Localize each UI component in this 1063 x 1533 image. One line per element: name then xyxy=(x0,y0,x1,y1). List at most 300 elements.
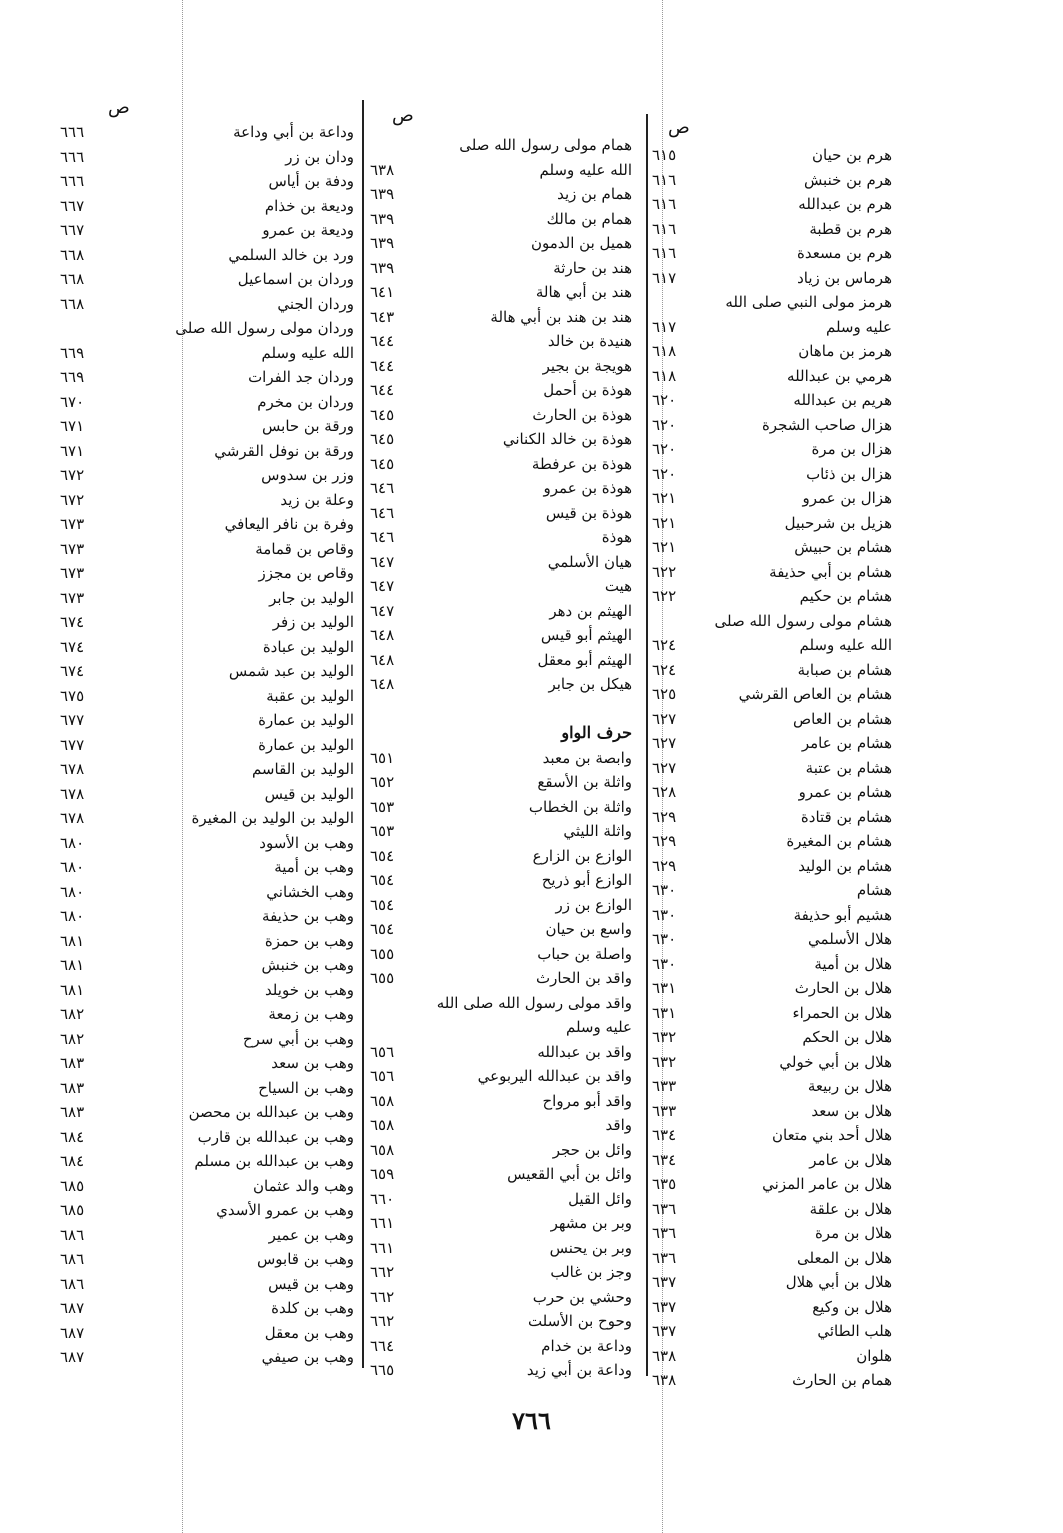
entry-page-number: ٦٥٤ xyxy=(370,920,395,938)
entry-page-number: ٦٢١ xyxy=(652,538,677,556)
entry-name: الوازع أبو ذريح xyxy=(541,871,632,889)
index-entry xyxy=(370,329,632,354)
entry-name: الوليد بن عمارة xyxy=(258,735,354,754)
index-entry xyxy=(60,1223,354,1248)
column-rule-right xyxy=(646,114,648,1376)
entry-page-number: ٦٧٣ xyxy=(60,588,85,607)
entry-name: وهب بن السياح xyxy=(258,1078,354,1097)
entry-page-number: ٦٧٠ xyxy=(60,392,85,411)
entry-page-number: ٦٢٢ xyxy=(652,562,677,581)
entry-name: واثلة بن الخطاب xyxy=(528,797,632,816)
index-entry xyxy=(60,929,354,954)
entry-name: هزال بن ذئاب xyxy=(806,464,892,483)
entry-name: هوذة بن خالد الكناني xyxy=(502,430,632,448)
index-column-left xyxy=(60,120,354,1370)
entry-name: وهب بن قيس xyxy=(268,1274,354,1293)
entry-page-number: ٦٥٨ xyxy=(370,1091,395,1110)
index-entry xyxy=(370,648,632,673)
index-entry xyxy=(370,1309,632,1334)
entry-name: الوليد بن القاسم xyxy=(251,760,354,778)
index-entry xyxy=(370,917,632,942)
entry-name: هشام بن الوليد xyxy=(798,856,892,875)
index-entry xyxy=(370,1162,632,1187)
entry-page-number: ٦٣١ xyxy=(652,1003,677,1022)
section-heading xyxy=(370,721,632,746)
entry-name: هشام بن عامر xyxy=(801,734,892,752)
index-entry xyxy=(60,194,354,219)
entry-name: الوليد بن زفر xyxy=(272,613,354,631)
entry-page-number: ٦٣٣ xyxy=(652,1101,677,1120)
entry-name: هويجة بن بجير xyxy=(542,356,632,375)
entry-page-number: ٦٦١ xyxy=(370,1238,395,1257)
entry-page-number: ٦٧١ xyxy=(60,441,85,460)
index-entry xyxy=(652,633,892,658)
index-entry xyxy=(370,256,632,281)
entry-page-number: ٦٢٧ xyxy=(652,758,677,777)
entry-page-number: ٦٧٧ xyxy=(60,735,85,754)
entry-name: ورقة بن نوفل القرشي xyxy=(214,441,354,460)
index-entry xyxy=(60,806,354,831)
index-entry xyxy=(370,1260,632,1285)
entry-page-number: ٦٣٧ xyxy=(652,1273,677,1291)
index-entry xyxy=(60,488,354,513)
entry-name: وحشي بن حرب xyxy=(532,1287,632,1306)
index-entry xyxy=(60,414,354,439)
entry-name: هرم بن قطبة xyxy=(809,219,892,238)
entry-name: هلال بن مرة xyxy=(814,1224,892,1242)
index-entry xyxy=(652,241,892,266)
index-entry xyxy=(60,1345,354,1370)
index-entry xyxy=(652,805,892,830)
entry-name: همام مولى رسول الله صلى xyxy=(459,136,632,154)
entry-page-number: ٦٢٩ xyxy=(652,832,677,850)
index-entry xyxy=(652,756,892,781)
entry-page-number: ٦٤٨ xyxy=(370,650,395,669)
entry-page-number: ٦٧٥ xyxy=(60,686,85,705)
entry-name: هلال بن المعلى xyxy=(796,1248,892,1267)
entry-name: هشيم أبو حذيفة xyxy=(793,905,892,924)
entry-page-number: ٦٨٤ xyxy=(60,1127,85,1146)
entry-name: الهيثم أبو معقل xyxy=(537,650,632,669)
entry-name: الله عليه وسلم xyxy=(799,636,892,654)
index-entry xyxy=(60,684,354,709)
entry-name: هوذة بن عرفطة xyxy=(531,454,632,473)
entry-name: هلال بن أبي خولي xyxy=(779,1052,892,1071)
entry-page-number: ٦٢٩ xyxy=(652,856,677,875)
entry-name: هرم بن عبدالله xyxy=(798,195,892,213)
entry-page-number: ٦٨٠ xyxy=(60,858,85,876)
entry-name: واقد بن عبدالله xyxy=(537,1042,632,1061)
entry-page-number: ٦٣٦ xyxy=(652,1224,677,1242)
entry-page-number: ٦٨٠ xyxy=(60,907,85,925)
entry-page-number: ٦٢٩ xyxy=(652,807,677,826)
entry-name: ودفة بن أياس xyxy=(268,172,354,190)
entry-page-number: ٦٤٦ xyxy=(370,479,395,497)
index-entry xyxy=(60,341,354,366)
entry-name: هوذة بن عمرو xyxy=(543,479,632,497)
entry-name: ورد بن خالد السلمي xyxy=(228,245,354,264)
entry-name: هرمي بن عبدالله xyxy=(787,366,892,385)
index-entry xyxy=(60,904,354,929)
entry-name: هند بن أبي هالة xyxy=(535,283,632,301)
entry-name: هشام بن العاص القرشي xyxy=(738,685,892,703)
index-entry xyxy=(370,991,632,1016)
entry-page-number: ٦٣٠ xyxy=(652,881,677,899)
entry-page-number: ٦٤٥ xyxy=(370,454,395,473)
index-entry xyxy=(370,1040,632,1065)
entry-name: هشام بن المغيرة xyxy=(786,832,892,850)
index-entry xyxy=(60,610,354,635)
entry-page-number: ٦٧٤ xyxy=(60,637,85,656)
index-entry xyxy=(652,609,892,634)
index-entry xyxy=(652,1344,892,1369)
entry-page-number: ٦٤٥ xyxy=(370,430,395,448)
entry-name: هلال بن عامر المزني xyxy=(762,1175,892,1193)
index-entry xyxy=(370,966,632,991)
index-entry xyxy=(370,1236,632,1261)
entry-name: الله عليه وسلم xyxy=(539,160,632,179)
entry-page-number: ٦١٧ xyxy=(652,317,677,336)
entry-name: وداعة بن أبي وداعة xyxy=(233,123,354,141)
entry-name: هرمز مولى النبي صلى الله xyxy=(725,293,892,311)
index-entry xyxy=(652,217,892,242)
entry-name: وردان جد الفرات xyxy=(248,368,354,386)
entry-page-number: ٦٣٩ xyxy=(370,258,395,277)
entry-name: وهب بن الأسود xyxy=(259,833,354,852)
index-entry xyxy=(370,378,632,403)
index-entry xyxy=(370,305,632,330)
index-entry xyxy=(60,463,354,488)
entry-name: الوليد بن الوليد بن المغيرة xyxy=(191,809,354,827)
column-rule-middle xyxy=(362,100,364,1368)
entry-name: وقاص بن مجزز xyxy=(258,564,354,582)
entry-page-number: ٦٣٣ xyxy=(652,1077,677,1095)
entry-page-number: ٦٧٢ xyxy=(60,466,85,484)
entry-page-number: ٦٧١ xyxy=(60,417,85,435)
entry-name: وابصة بن معبد xyxy=(542,748,632,767)
entry-name: همام بن مالك xyxy=(546,209,632,228)
entry-name: هشام بن صبابة xyxy=(797,660,892,679)
entry-page-number: ٦٦٨ xyxy=(60,294,85,313)
entry-page-number: ٦٨٠ xyxy=(60,882,85,901)
entry-page-number: ٦٤٦ xyxy=(370,528,395,546)
entry-name: همام بن زيد xyxy=(557,185,632,203)
index-entry xyxy=(370,819,632,844)
entry-name: وهب بن صيفي xyxy=(261,1348,354,1366)
entry-name: هلال بن علقة xyxy=(809,1199,892,1218)
entry-name: واسع بن حيان xyxy=(545,920,632,938)
entry-page-number: ٦٦٢ xyxy=(370,1287,395,1306)
index-entry xyxy=(370,599,632,624)
entry-name: هيت xyxy=(604,577,632,595)
entry-page-number: ٦٢٨ xyxy=(652,783,677,801)
index-entry xyxy=(652,315,892,340)
entry-name: الهيثم بن دهر xyxy=(549,601,632,620)
entry-page-number: ٦٣١ xyxy=(652,979,677,997)
entry-name: الوازع بن زر xyxy=(555,895,632,914)
entry-name: هزال بن مرة xyxy=(811,440,892,458)
index-entry xyxy=(370,1138,632,1163)
entry-name: هلال بن عامر xyxy=(809,1150,892,1169)
entry-page-number: ٦٦٢ xyxy=(370,1263,395,1281)
index-entry xyxy=(370,1358,632,1383)
entry-name: هشام بن العاص xyxy=(793,709,892,728)
entry-page-number: ٦٣٢ xyxy=(652,1052,677,1071)
index-entry xyxy=(370,207,632,232)
entry-name: هند بن هند بن أبي هالة xyxy=(490,307,632,326)
entry-name: هرم بن خنبش xyxy=(803,170,892,189)
entry-name: وهب بن عمرو الأسدي xyxy=(216,1201,354,1219)
index-entry xyxy=(652,731,892,756)
entry-page-number: ٦٢٠ xyxy=(652,440,677,458)
entry-name: هريم بن عبدالله xyxy=(793,391,892,409)
entry-name: هرم بن مسعدة xyxy=(797,244,892,262)
entry-name: وداعة بن خدام xyxy=(541,1336,632,1355)
entry-page-number: ٦٢٠ xyxy=(652,391,677,409)
entry-name: هشام مولى رسول الله صلى xyxy=(714,611,892,630)
index-entry xyxy=(370,1211,632,1236)
entry-page-number: ٦٣٤ xyxy=(652,1126,677,1144)
index-entry xyxy=(652,437,892,462)
entry-name: واثلة الليثي xyxy=(563,822,632,840)
entry-page-number: ٦٨٥ xyxy=(60,1176,85,1195)
index-entry xyxy=(652,1295,892,1320)
index-entry xyxy=(60,1272,354,1297)
index-entry xyxy=(370,795,632,820)
entry-page-number: ٦٧٨ xyxy=(60,809,85,827)
entry-name: الوليد بن قيس xyxy=(264,784,354,803)
index-entry xyxy=(652,1270,892,1295)
entry-name: الوليد بن جابر xyxy=(269,588,354,607)
index-entry xyxy=(60,1321,354,1346)
entry-page-number: ٦١٦ xyxy=(652,170,677,189)
entry-name: وائل بن حجر xyxy=(552,1140,632,1159)
index-entry xyxy=(370,280,632,305)
entry-page-number: ٦٨٣ xyxy=(60,1103,85,1121)
section-heading-text: حرف الواو xyxy=(561,723,632,742)
entry-name: هلال أحد بني متعان xyxy=(772,1126,892,1144)
entry-name: هشام بن عتبة xyxy=(805,758,892,777)
entry-page-number: ٦٣٢ xyxy=(652,1028,677,1046)
entry-name: هوذة بن قيس xyxy=(545,503,632,522)
entry-name: وهب بن عبدالله بن محصن xyxy=(188,1103,354,1121)
entry-page-number: ٦٣٨ xyxy=(370,160,395,179)
entry-page-number: ٦٤٤ xyxy=(370,332,395,350)
index-entry xyxy=(652,1148,892,1173)
entry-name: هشام xyxy=(856,881,892,899)
entry-page-number: ٦٥١ xyxy=(370,748,395,767)
index-entry xyxy=(370,182,632,207)
index-entry xyxy=(652,560,892,585)
index-entry xyxy=(652,1368,892,1393)
entry-page-number: ٦٥٥ xyxy=(370,944,395,963)
entry-page-number: ٦٧٣ xyxy=(60,515,85,533)
entry-page-number: ٦٢٧ xyxy=(652,709,677,728)
index-entry xyxy=(652,192,892,217)
index-entry xyxy=(652,143,892,168)
entry-page-number: ٦٤٤ xyxy=(370,356,395,375)
entry-name: وهب بن خويلد xyxy=(264,980,354,999)
index-entry xyxy=(60,439,354,464)
entry-page-number: ٦٦٩ xyxy=(60,343,85,362)
index-entry xyxy=(60,1198,354,1223)
index-entry xyxy=(60,635,354,660)
entry-page-number: ٦٣٥ xyxy=(652,1175,677,1193)
entry-name: الهيثم أبو قيس xyxy=(540,626,632,644)
index-entry xyxy=(60,390,354,415)
entry-page-number: ٦٤٧ xyxy=(370,577,395,595)
index-entry xyxy=(370,893,632,918)
index-entry xyxy=(370,1113,632,1138)
entry-name: هزال صاحب الشجرة xyxy=(761,415,892,434)
entry-name: الوليد بن عقبة xyxy=(266,686,354,705)
index-entry xyxy=(370,403,632,428)
index-entry xyxy=(60,169,354,194)
entry-page-number: ٦٦٦ xyxy=(60,123,85,141)
entry-name: هلال بن وكيع xyxy=(812,1297,892,1316)
index-entry xyxy=(652,854,892,879)
index-entry xyxy=(60,1125,354,1150)
entry-name: وردان بن اسماعيل xyxy=(237,270,354,288)
index-entry xyxy=(60,953,354,978)
index-entry xyxy=(60,855,354,880)
column-header-right: ص xyxy=(668,117,690,138)
entry-page-number: ٦٦١ xyxy=(370,1214,395,1232)
entry-name: ورقة بن حابس xyxy=(262,417,354,435)
entry-name: وزر بن سدوس xyxy=(261,466,354,484)
entry-name: واثلة بن الأسقع xyxy=(537,773,632,791)
entry-page-number: ٦٦٨ xyxy=(60,245,85,264)
entry-page-number: ٦٦٥ xyxy=(370,1361,395,1379)
index-entry xyxy=(60,757,354,782)
index-entry xyxy=(652,168,892,193)
entry-page-number: ٦٧٨ xyxy=(60,784,85,803)
index-entry xyxy=(60,1051,354,1076)
index-entry xyxy=(60,1247,354,1272)
entry-name: وداعة بن أبي زيد xyxy=(526,1361,632,1379)
entry-page-number: ٦٨٧ xyxy=(60,1299,85,1317)
entry-page-number: ٦٣٧ xyxy=(652,1322,677,1340)
entry-page-number: ٦١٧ xyxy=(652,268,677,287)
entry-name: هرم بن حيان xyxy=(812,146,892,164)
index-entry xyxy=(652,1074,892,1099)
entry-page-number: ٦٨٤ xyxy=(60,1152,85,1170)
index-entry xyxy=(60,1027,354,1052)
entry-page-number: ٦٧٤ xyxy=(60,662,85,680)
entry-name: الوليد بن عبادة xyxy=(262,637,354,656)
entry-name: وهب بن أمية xyxy=(274,858,354,876)
entry-page-number: ٦٣٦ xyxy=(652,1248,677,1267)
index-entry xyxy=(652,266,892,291)
index-entry xyxy=(60,561,354,586)
entry-name: وهب بن كلدة xyxy=(271,1299,354,1317)
entry-name: واصلة بن حباب xyxy=(537,944,632,963)
entry-name: هلال بن الحكم xyxy=(802,1028,892,1046)
index-entry xyxy=(60,145,354,170)
entry-page-number: ٦٨٧ xyxy=(60,1323,85,1342)
entry-page-number: ٦٦٦ xyxy=(60,172,85,190)
entry-page-number: ٦٨٢ xyxy=(60,1029,85,1048)
entry-page-number: ٦٥٢ xyxy=(370,773,395,791)
entry-page-number: ٦٧٣ xyxy=(60,539,85,558)
entry-name: واقد بن الحارث xyxy=(536,969,632,987)
entry-name: وهب بن حمزة xyxy=(264,931,354,950)
entry-page-number: ٦٤٧ xyxy=(370,601,395,620)
index-entry xyxy=(370,1285,632,1310)
index-entry xyxy=(652,1025,892,1050)
index-entry xyxy=(652,339,892,364)
entry-page-number: ٦٧٧ xyxy=(60,711,85,729)
index-entry xyxy=(60,243,354,268)
entry-name: وبر بن مشهر xyxy=(550,1214,632,1232)
entry-name: وهب والد عثمان xyxy=(252,1176,354,1195)
entry-name: هزال بن عمرو xyxy=(802,489,892,507)
entry-page-number: ٦٧٢ xyxy=(60,490,85,509)
entry-page-number: ٦١٦ xyxy=(652,244,677,262)
entry-name: وائل القيل xyxy=(568,1189,632,1208)
entry-page-number: ٦٥٥ xyxy=(370,969,395,987)
entry-name: وهب بن عبدالله بن قارب xyxy=(197,1127,354,1146)
entry-name: وهب بن أبي سرح xyxy=(242,1029,354,1048)
index-entry xyxy=(652,707,892,732)
entry-name: هوذة بن أحمل xyxy=(543,381,632,399)
entry-name: وهب بن حذيفة xyxy=(262,907,354,925)
entry-name: وعلة بن زيد xyxy=(280,490,354,509)
entry-name: وهب بن قابوس xyxy=(257,1250,354,1268)
entry-page-number: ٦٦٦ xyxy=(60,147,85,166)
index-entry xyxy=(60,512,354,537)
entry-name: هشام بن أبي حذيفة xyxy=(769,562,892,581)
entry-page-number: ٦٧٤ xyxy=(60,613,85,631)
entry-page-number: ٦٣٩ xyxy=(370,209,395,228)
entry-page-number: ٦٨٣ xyxy=(60,1054,85,1072)
entry-name: عليه وسلم xyxy=(565,1018,632,1036)
entry-name: واقد xyxy=(605,1116,632,1134)
entry-name: الله عليه وسلم xyxy=(261,343,354,362)
entry-name: هرماس بن زياد xyxy=(797,268,892,287)
entry-page-number: ٦٢١ xyxy=(652,489,677,507)
entry-page-number: ٦٨٦ xyxy=(60,1225,85,1244)
entry-name: هلوان xyxy=(856,1346,892,1365)
index-entry xyxy=(370,1015,632,1040)
column-header-middle: ص xyxy=(392,105,414,126)
index-entry xyxy=(60,537,354,562)
entry-page-number: ٦٧٨ xyxy=(60,760,85,778)
entry-name: هشام بن عمرو xyxy=(798,783,892,801)
entry-page-number: ٦٣٠ xyxy=(652,905,677,924)
entry-page-number: ٦٦٩ xyxy=(60,368,85,386)
index-entry xyxy=(652,388,892,413)
entry-page-number: ٦٨٣ xyxy=(60,1078,85,1097)
entry-page-number: ٦٢٤ xyxy=(652,660,677,679)
index-entry xyxy=(652,413,892,438)
index-entry xyxy=(652,1246,892,1271)
entry-page-number: ٦١٥ xyxy=(652,146,677,164)
index-entry xyxy=(60,978,354,1003)
index-entry xyxy=(370,697,632,722)
index-entry xyxy=(652,952,892,977)
index-entry xyxy=(652,829,892,854)
index-entry xyxy=(60,316,354,341)
index-entry xyxy=(370,231,632,256)
index-entry xyxy=(60,1149,354,1174)
index-entry xyxy=(652,1319,892,1344)
entry-page-number: ٦٨١ xyxy=(60,931,85,950)
entry-name: الوليد بن عمارة xyxy=(258,711,354,729)
index-entry xyxy=(60,1076,354,1101)
entry-page-number: ٦٢٤ xyxy=(652,636,677,654)
entry-page-number: ٦٣٩ xyxy=(370,234,395,252)
